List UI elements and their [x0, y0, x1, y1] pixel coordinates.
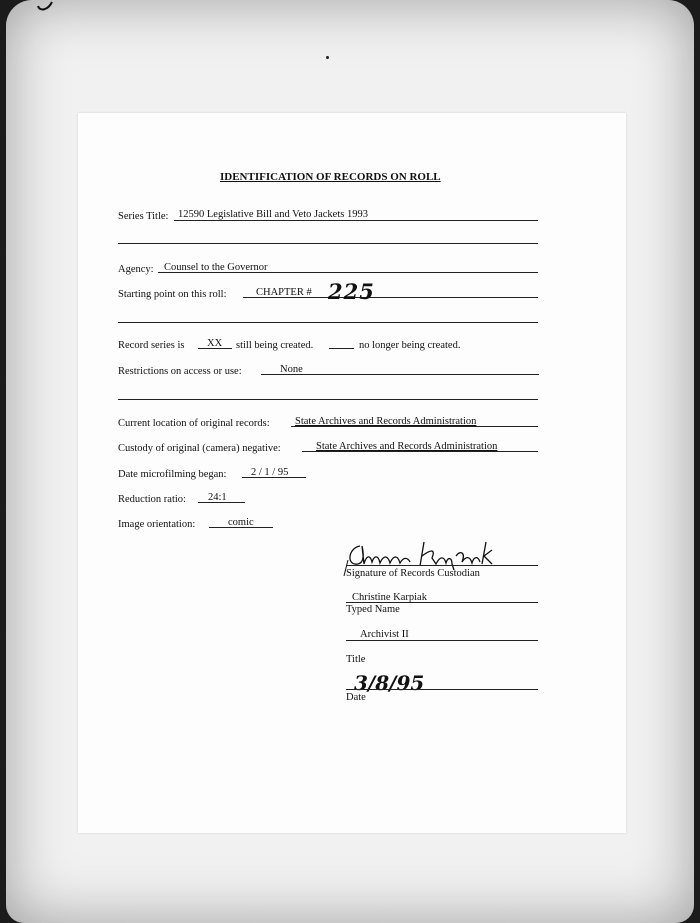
still-created-text: still being created. [236, 340, 314, 351]
series-title-value: 12590 Legislative Bill and Veto Jackets 1993 [178, 209, 368, 220]
no-longer-blank [329, 348, 354, 349]
agency-value: Counsel to the Governor [164, 262, 268, 273]
orientation-label: Image orientation: [118, 519, 196, 530]
title-line [346, 640, 538, 641]
current-location-label: Current location of original records: [118, 418, 270, 429]
restrictions-value: None [280, 364, 303, 375]
date-line [346, 689, 538, 690]
starting-point-continuation-line [118, 322, 538, 323]
current-location-value: State Archives and Records Administration [295, 416, 477, 427]
starting-point-handwritten: 225 [328, 279, 375, 304]
record-series-label: Record series is [118, 340, 185, 351]
starting-point-value: CHAPTER # [256, 287, 312, 298]
date-handwritten: 3/8/95 [354, 671, 425, 695]
orientation-value: comic [228, 517, 254, 528]
custody-value: State Archives and Records Administration [316, 441, 498, 452]
agency-label: Agency: [118, 264, 154, 275]
signature-label: Signature of Records Custodian [346, 568, 480, 579]
custody-label: Custody of original (camera) negative: [118, 443, 281, 454]
no-longer-text: no longer being created. [359, 340, 461, 351]
date-label: Date [346, 692, 366, 703]
form-title: IDENTIFICATION OF RECORDS ON ROLL [220, 171, 441, 183]
date-began-label: Date microfilming began: [118, 469, 227, 480]
date-began-value: 2 / 1 / 95 [251, 467, 289, 478]
series-title-continuation-line [118, 243, 538, 244]
series-title-label: Series Title: [118, 211, 169, 222]
restrictions-continuation-line [118, 399, 538, 400]
typed-name-value: Christine Karpiak [352, 592, 427, 603]
reduction-value: 24:1 [208, 492, 227, 503]
reduction-label: Reduction ratio: [118, 494, 186, 505]
title-label: Title [346, 654, 366, 665]
record-series-mark: XX [207, 338, 223, 349]
starting-point-label: Starting point on this roll: [118, 289, 227, 300]
film-edge-mark [34, 0, 64, 12]
typed-name-label: Typed Name [346, 604, 400, 615]
restrictions-label: Restrictions on access or use: [118, 366, 242, 377]
title-value: Archivist II [360, 629, 409, 640]
typed-name-line [346, 602, 538, 603]
signature-line [346, 565, 538, 566]
dust-speck [326, 56, 329, 59]
